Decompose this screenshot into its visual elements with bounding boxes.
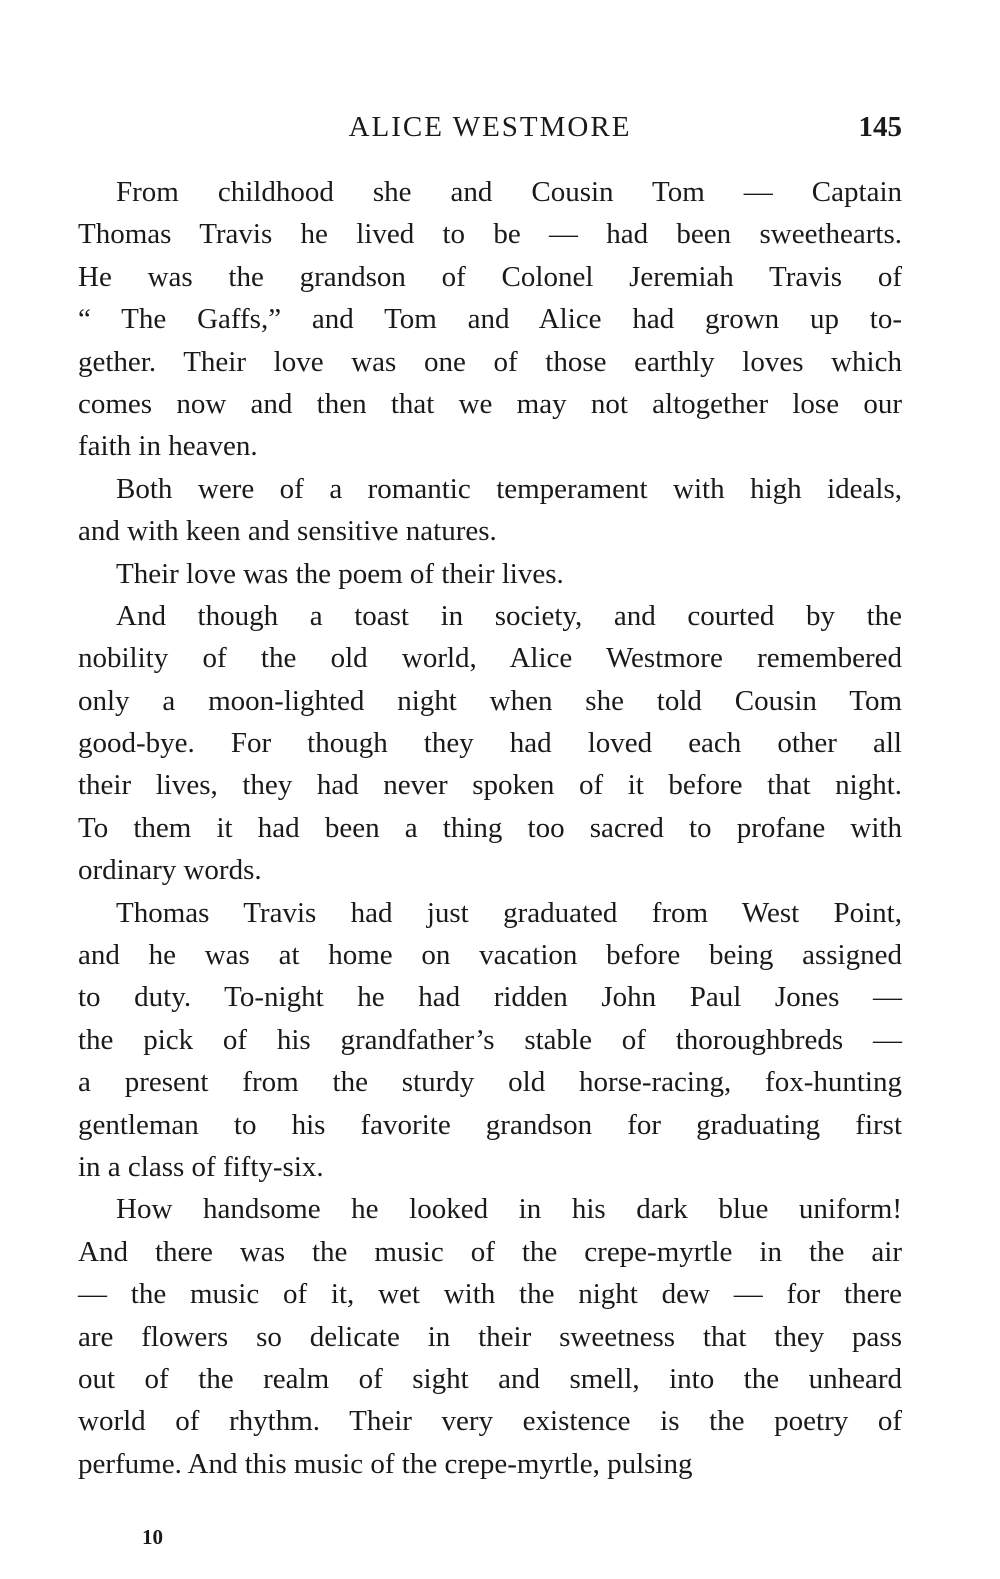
- text-line: are flowers so delicate in their sweetness that they pass: [78, 1320, 902, 1353]
- text-line: How handsome he looked in his dark blue uniform!: [116, 1193, 902, 1226]
- text-line: the pick of his grandfather’s stable of thoroughbreds —: [78, 1023, 902, 1056]
- text-line: faith in heaven.: [78, 430, 258, 463]
- paragraph: [78, 553, 902, 595]
- paragraph: [78, 468, 902, 553]
- text-line: ordinary words.: [78, 854, 262, 887]
- text-line: “ The Gaffs,” and Tom and Alice had grown up to-: [78, 303, 902, 336]
- paragraph: [78, 892, 902, 1189]
- text-line: only a moon-lighted night when she told Cousin Tom: [78, 684, 902, 717]
- text-line: world of rhythm. Their very existence is the poetry of: [78, 1405, 902, 1438]
- running-title: ALICE WESTMORE: [348, 111, 632, 143]
- page-header: [78, 104, 902, 150]
- text-line: From childhood she and Cousin Tom — Captain: [116, 176, 902, 208]
- text-line: good-bye. For though they had loved each other all: [78, 727, 902, 760]
- body-text: [78, 171, 902, 1485]
- text-line: Both were of a romantic temperament with high ideals,: [116, 472, 902, 505]
- page-number: 145: [858, 111, 902, 143]
- paragraph: [78, 595, 902, 892]
- paragraph: [78, 171, 902, 468]
- text-line: their lives, they had never spoken of it before that night.: [78, 769, 902, 802]
- text-line: Their love was the poem of their lives.: [116, 557, 564, 590]
- text-line: Thomas Travis he lived to be — had been sweethearts.: [78, 218, 902, 251]
- text-line: perfume. And this music of the crepe-myrtle, pulsing: [78, 1447, 693, 1480]
- text-line: He was the grandson of Colonel Jeremiah Travis of: [78, 260, 902, 293]
- text-line: And there was the music of the crepe-myrtle in the air: [78, 1235, 902, 1268]
- text-line: And though a toast in society, and courted by the: [116, 599, 902, 632]
- signature-mark: 10: [142, 1525, 163, 1549]
- text-line: a present from the sturdy old horse-racing, fox-hunting: [78, 1066, 902, 1099]
- text-line: comes now and then that we may not altogether lose our: [78, 387, 902, 420]
- text-line: to duty. To-night he had ridden John Paul Jones —: [78, 981, 902, 1014]
- text-line: and with keen and sensitive natures.: [78, 515, 497, 548]
- text-line: Thomas Travis had just graduated from West Point,: [116, 896, 902, 929]
- text-line: in a class of fifty-six.: [78, 1150, 324, 1183]
- text-line: gentleman to his favorite grandson for graduating first: [78, 1108, 902, 1141]
- text-line: — the music of it, wet with the night dew — for there: [78, 1278, 902, 1311]
- text-line: To them it had been a thing too sacred to profane with: [78, 811, 902, 844]
- text-line: out of the realm of sight and smell, into the unheard: [78, 1362, 902, 1395]
- text-line: nobility of the old world, Alice Westmore remembered: [78, 642, 902, 675]
- text-line: and he was at home on vacation before being assigned: [78, 939, 902, 972]
- paragraph: [78, 1188, 902, 1485]
- text-line: gether. Their love was one of those earthly loves which: [78, 345, 902, 378]
